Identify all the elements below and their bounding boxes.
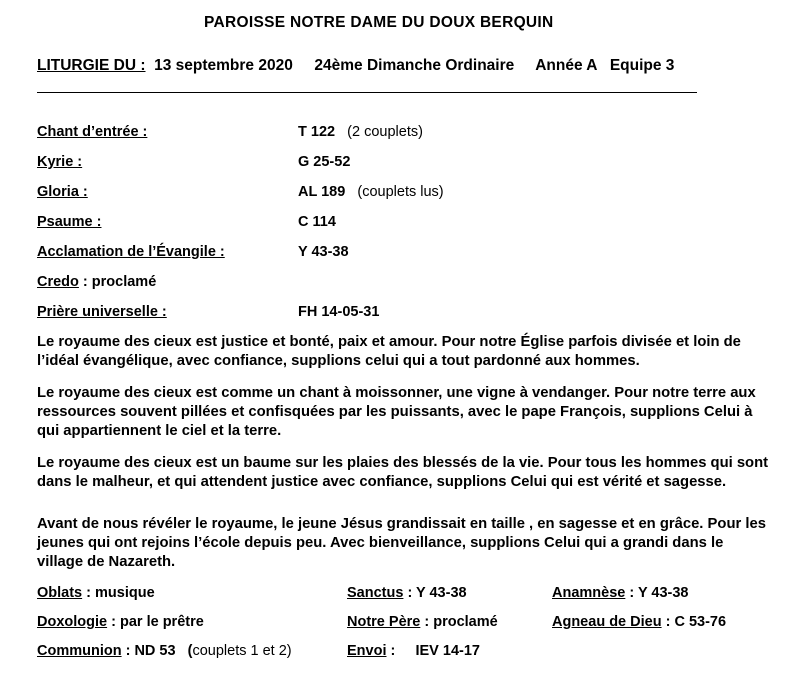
agneau-value: : C 53-76 (661, 614, 727, 630)
item-note: (couplets lus) (345, 184, 444, 200)
item-kyrie (37, 154, 777, 174)
intention-paragraph: Avant de nous révéler le royaume, le jeune Jésus grandissait en taille , en sagesse et en grâce. Pour les jeunes qui ont rejoins l’école depuis peu. Avec bienveillance, supplions Celui qui a grandi dans le village de Nazareth. (37, 516, 766, 570)
credo-label: Credo (37, 274, 79, 290)
sanctus-label: Sanctus (347, 585, 404, 601)
notre-pere-value: : proclamé (420, 614, 498, 630)
notre-pere (347, 614, 498, 630)
intention-paragraph: Le royaume des cieux est comme un chant à moissonner, une vigne à vendanger. Pour notre terre aux ressources souvent pillées et confisquées par les puissants, avec le pape François, supplions Celui à qui appartiennent le ciel et la terre. (37, 385, 756, 439)
item-value (298, 154, 350, 170)
item-code: C 114 (298, 214, 336, 230)
envoi (347, 643, 480, 659)
sanctus (347, 585, 467, 601)
bottom-row-2 (37, 614, 797, 634)
oblats-value: : musique (82, 585, 155, 601)
agneau-de-dieu (552, 614, 726, 630)
page-title: PAROISSE NOTRE DAME DU DOUX BERQUIN (204, 14, 554, 31)
header-divider (37, 92, 697, 93)
communion (37, 643, 292, 659)
bottom-row-3 (37, 643, 797, 663)
liturgy-label: LITURGIE DU : (37, 57, 146, 74)
doxologie-value: : par le prêtre (107, 614, 204, 630)
intention-paragraph: Le royaume des cieux est justice et bonté, paix et amour. Pour notre Église parfois divisée et loin de l’idéal évangélique, avec confiance, supplions celui qui a tout pardonné aux hommes. (37, 334, 741, 369)
item-code: AL 189 (298, 184, 346, 200)
item-code: T 122 (298, 124, 336, 140)
notre-pere-label: Notre Père (347, 614, 421, 630)
envoi-label: Envoi (347, 643, 387, 659)
anamnese-value: : Y 43-38 (625, 585, 689, 601)
item-priere-universelle (37, 304, 777, 324)
item-value (298, 124, 423, 140)
item-label: Gloria : (37, 184, 88, 200)
communion-note: couplets 1 et 2) (192, 643, 292, 659)
item-acclamation (37, 244, 777, 264)
oblats-label: Oblats (37, 585, 83, 601)
intention-paragraph: Le royaume des cieux est un baume sur les plaies des blessés de la vie. Pour tous les hommes qui sont dans le malheur, et qui attendent justice avec confiance, supplions Celui qui est vérité et sagesse. (37, 455, 769, 490)
sanctus-value: : Y 43-38 (403, 585, 467, 601)
item-psaume (37, 214, 777, 234)
item-label: Prière universelle : (37, 304, 167, 320)
item-value (298, 244, 349, 260)
item-label: Psaume : (37, 214, 102, 230)
item-code: G 25-52 (298, 154, 351, 170)
item-credo (37, 274, 777, 294)
item-chant-entree (37, 124, 777, 144)
oblats (37, 585, 155, 601)
doxologie (37, 614, 204, 630)
envoi-value: : IEV 14-17 (386, 643, 480, 659)
credo-value: : proclamé (78, 274, 157, 290)
anamnese-label: Anamnèse (552, 585, 626, 601)
liturgy-line (37, 57, 674, 75)
item-code: Y 43-38 (298, 244, 349, 260)
liturgy-info: 13 septembre 2020 24ème Dimanche Ordinaire Année A Equipe 3 (145, 57, 675, 74)
anamnese (552, 585, 689, 601)
agneau-label: Agneau de Dieu (552, 614, 662, 630)
doxologie-label: Doxologie (37, 614, 108, 630)
item-value (298, 184, 444, 200)
item-value: FH 14-05-31 (298, 304, 380, 320)
bottom-row-1 (37, 585, 797, 605)
communion-value: : ND 53 ( (121, 643, 193, 659)
item-label: Acclamation de l’Évangile : (37, 244, 225, 260)
item-value (298, 214, 336, 230)
item-label: Chant d’entrée : (37, 124, 148, 140)
item-note: (2 couplets) (335, 124, 423, 140)
item-gloria (37, 184, 777, 204)
communion-label: Communion (37, 643, 122, 659)
item-label: Kyrie : (37, 154, 83, 170)
credo-text (37, 274, 156, 290)
